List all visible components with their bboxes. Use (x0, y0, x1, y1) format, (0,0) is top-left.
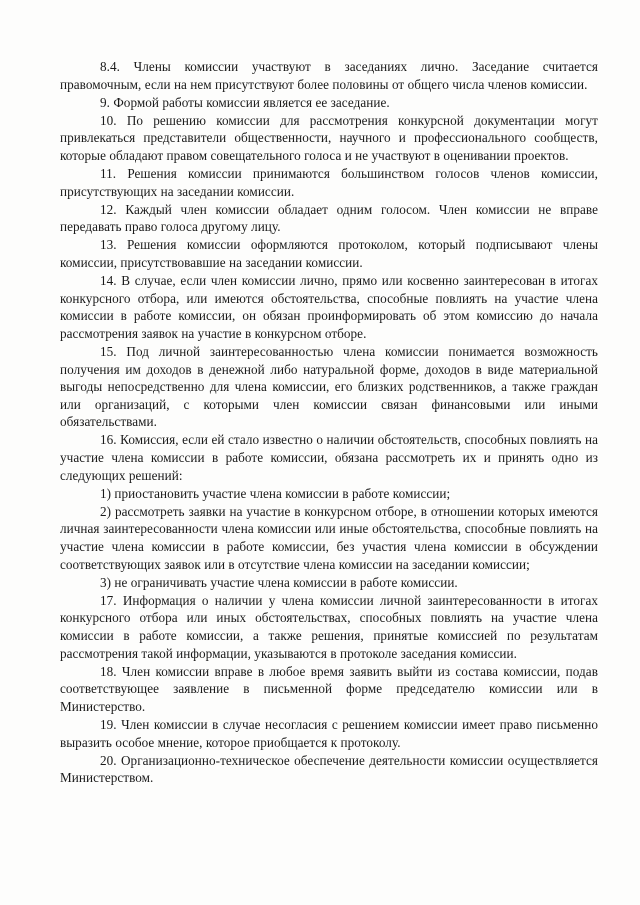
paragraph-17: 17. Информация о наличии у члена комиссии личной заинтересованности в итогах конкурсного отбора или иных обстоятельствах, способных повлиять на участие члена комиссии в работе комиссии, а также решения, принятые комиссией по результатам рассмотрения такой информации, указываются в протоколе заседания комиссии. (60, 592, 598, 661)
paragraph-9: 9. Формой работы комиссии является ее заседание. (100, 94, 390, 110)
paragraph-10: 10. По решению комиссии для рассмотрения конкурсной документации могут привлекаться представители общественности, научного и профессионального сообществ, которые обладают правом совещательного голоса и не участвуют в оценивании проектов. (60, 112, 598, 163)
paragraph-14: 14. В случае, если член комиссии лично, прямо или косвенно заинтересован в итогах конкурсного отбора, или имеются обстоятельства, способные повлиять на участие члена комиссии в работе комиссии, он обязан проинформировать об этом комиссию до начала рассмотрения заявок на участие в конкурсном отборе. (60, 273, 598, 341)
paragraph-16-item-2: 2) рассмотреть заявки на участие в конкурсном отборе, в отношении которых имеются личная заинтересованности члена комиссии или иные обстоятельства, способные повлиять на участие члена комиссии в работе комиссии, без участия члена комиссии в обсуждении соответствующих заявок или в отсутствие члена комиссии на заседании комиссии; (60, 503, 598, 572)
paragraph-16-item-1: 1) приостановить участие члена комиссии в работе комиссии; (100, 485, 451, 501)
paragraph-13: 13. Решения комиссии оформляются протоколом, который подписывают члены комиссии, присутствовавшие на заседании комиссии. (60, 237, 598, 271)
paragraph-20: 20. Организационно-техническое обеспечение деятельности комиссии осуществляется Министерством. (60, 752, 598, 786)
paragraph-12: 12. Каждый член комиссии обладает одним голосом. Член комиссии не вправе передавать право голоса другому лицу. (60, 201, 598, 235)
paragraph-19: 19. Член комиссии в случае несогласия с решением комиссии имеет право письменно выразить особое мнение, которое приобщается к протоколу. (60, 716, 598, 750)
paragraph-18: 18. Член комиссии вправе в любое время заявить выйти из состава комиссии, подав соответствующее заявление в письменной форме председателю комиссии или в Министерство. (60, 663, 598, 714)
paragraph-16-item-3: 3) не ограничивать участие члена комиссии в работе комиссии. (100, 574, 458, 590)
document-body (60, 58, 598, 787)
paragraph-11: 11. Решения комиссии принимаются большинством голосов членов комиссии, присутствующих на заседании комиссии. (60, 166, 598, 199)
paragraph-15: 15. Под личной заинтересованностью члена комиссии понимается возможность получения им доходов в денежной либо натуральной форме, доходов в виде материальной выгоды непосредственно для члена комиссии, его близких родственников, а также граждан или организаций, с которыми член комиссии связан финансовыми или иными обязательствами. (60, 344, 598, 430)
paragraph-16: 16. Комиссия, если ей стало известно о наличии обстоятельств, способных повлиять на участие члена комиссии в работе комиссии, обязана рассмотреть их и принять одно из следующих решений: (60, 432, 598, 483)
paragraph-8-4: 8.4. Члены комиссии участвуют в заседаниях лично. Заседание считается правомочным, если на нем присутствуют более половины от общего числа членов комиссии. (60, 59, 598, 92)
